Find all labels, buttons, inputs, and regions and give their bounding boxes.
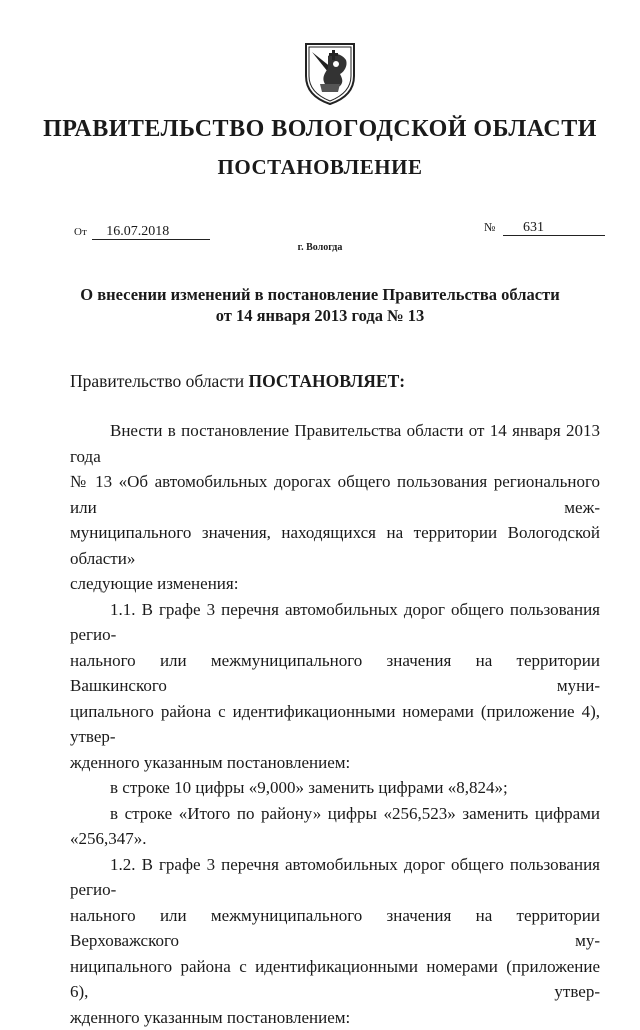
document-body <box>70 418 600 1030</box>
body-line: муниципального значения, находящихся на территории Вологодской области» <box>70 520 600 571</box>
resolve-prefix: Правительство области <box>70 371 244 391</box>
body-line: 1.2. В графе 3 перечня автомобильных дорог общего пользования регио- <box>70 852 600 903</box>
body-line: 1.1. В графе 3 перечня автомобильных дорог общего пользования регио- <box>70 597 600 648</box>
vologda-coat-of-arms-icon <box>298 38 362 106</box>
body-line: Внести в постановление Правительства области от 14 января 2013 года <box>70 418 600 469</box>
body-line: нального или межмуниципального значения на территории Вашкинского муни- <box>70 648 600 699</box>
number-field <box>484 220 605 236</box>
body-line: нального или межмуниципального значения на территории Верховажского му- <box>70 903 600 954</box>
number-value: 631 <box>503 220 605 236</box>
document-type-title: ПОСТАНОВЛЕНИЕ <box>0 155 640 180</box>
date-label: От <box>74 226 87 238</box>
body-line: в строке «Итого по району» цифры «256,523» заменить цифрами <box>70 801 600 827</box>
resolve-statement <box>70 371 405 392</box>
body-line: ципального района с идентификационными номерами (приложение 4), утвер- <box>70 699 600 750</box>
government-title: ПРАВИТЕЛЬСТВО ВОЛОГОДСКОЙ ОБЛАСТИ <box>0 116 640 143</box>
document-subject <box>0 284 640 326</box>
body-line: следующие изменения: <box>70 571 600 597</box>
body-line: жденного указанным постановлением: <box>70 1005 600 1030</box>
resolve-keyword: ПОСТАНОВЛЯЕТ: <box>248 371 405 391</box>
date-field <box>74 224 210 240</box>
body-line: в строке 10 цифры «9,000» заменить цифрами «8,824»; <box>70 775 600 801</box>
body-line: жденного указанным постановлением: <box>70 750 600 776</box>
body-line: ниципального района с идентификационными номерами (приложение 6), утвер- <box>70 954 600 1005</box>
date-value: 16.07.2018 <box>92 224 210 240</box>
subject-line: от 14 января 2013 года № 13 <box>0 305 640 326</box>
subject-line: О внесении изменений в постановление Правительства области <box>0 284 640 305</box>
city-label: г. Вологда <box>0 242 640 253</box>
number-label: № <box>484 220 495 234</box>
body-line: «256,347». <box>70 826 600 852</box>
body-line: № 13 «Об автомобильных дорогах общего пользования регионального или меж- <box>70 469 600 520</box>
